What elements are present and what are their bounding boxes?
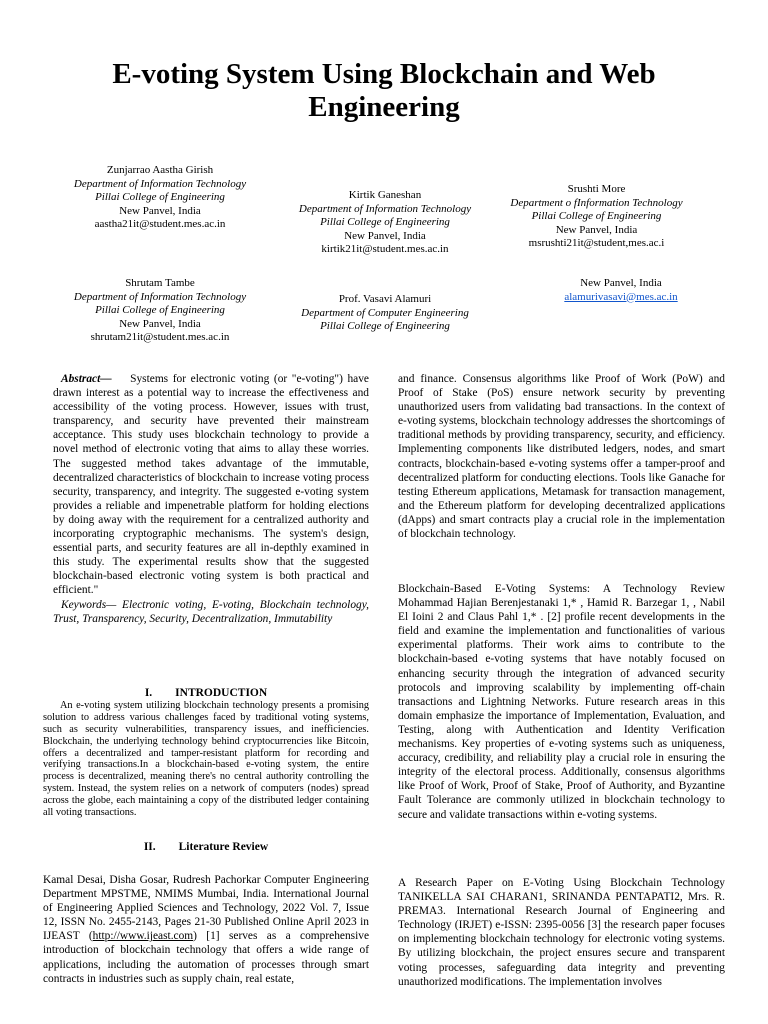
right-column bbox=[398, 372, 725, 541]
author-college: Pillai College of Engineering bbox=[95, 304, 225, 317]
author-department: Department o fInformation Technology bbox=[510, 196, 683, 209]
abstract bbox=[53, 372, 369, 598]
right-column-review-3 bbox=[398, 876, 725, 989]
section-title: INTRODUCTION bbox=[175, 687, 268, 699]
author-block bbox=[40, 164, 280, 232]
author-email: msrushti21it@student,mes.ac.i bbox=[528, 237, 665, 250]
author-department: Department of Computer Engineering bbox=[301, 306, 469, 319]
author-name: Zunjarrao Aastha Girish bbox=[106, 164, 214, 176]
section-number: I. bbox=[144, 687, 153, 699]
author-block bbox=[495, 183, 698, 251]
section-number: II. bbox=[143, 841, 156, 853]
author-block bbox=[40, 277, 280, 345]
section-heading bbox=[43, 688, 369, 700]
introduction-section bbox=[43, 688, 369, 819]
author-block bbox=[520, 277, 722, 304]
author-city: New Panvel, India bbox=[344, 229, 426, 242]
keywords: Keywords— Electronic voting, E-voting, Blockchain technology, Trust, Transparency, Security, Decentralization, Immutability bbox=[53, 598, 369, 625]
author-department: Department of Information Technology bbox=[73, 177, 247, 190]
author-college: Pillai College of Engineering bbox=[95, 191, 225, 204]
author-college: Pillai College of Engineering bbox=[320, 320, 450, 333]
author-college: Pillai College of Engineering bbox=[320, 216, 450, 229]
citation-text: ) [1] serves as a comprehensive introduction of blockchain technology that offers a wide range of applications, including the automation of processes through smart contracts in industries such as supply chain, real estate, bbox=[43, 930, 369, 985]
citation-text: Kamal Desai, Disha Gosar, Rudresh Pachorkar Computer Engineering Department MPSTME, NMIMS Mumbai, India. International Journal of Engineering Applied Sciences and Technology, 2022 Vol. 7, Issue 12, ISSN No. 2455-2143, Pages 21-30 Published Online April 2023 in IJEAST ( bbox=[43, 874, 369, 943]
author-department: Department of Information Technology bbox=[298, 202, 472, 215]
author-email: shrutam21it@student.mes.ac.in bbox=[90, 331, 230, 344]
author-city: New Panvel, India bbox=[119, 204, 201, 217]
author-city: New Panvel, India bbox=[580, 277, 662, 289]
right-column-review-2 bbox=[398, 582, 725, 822]
author-email: kirtik21it@student.mes.ac.in bbox=[321, 243, 449, 256]
paper-title: E-voting System Using Blockchain and Web Engineering bbox=[112, 58, 656, 123]
section-title: Literature Review bbox=[178, 841, 269, 853]
author-block bbox=[280, 293, 490, 334]
author-name: Srushti More bbox=[567, 183, 626, 195]
left-column bbox=[53, 372, 369, 626]
author-department: Department of Information Technology bbox=[73, 290, 247, 303]
author-email: aastha21it@student.mes.ac.in bbox=[94, 218, 226, 231]
author-college: Pillai College of Engineering bbox=[531, 210, 662, 223]
journal-link[interactable]: http://www.ijeast.com bbox=[92, 930, 194, 943]
author-email-link[interactable]: alamurivasavi@mes.ac.in bbox=[564, 290, 678, 303]
author-name: Prof. Vasavi Alamuri bbox=[338, 293, 432, 305]
literature-paragraph bbox=[43, 873, 369, 986]
paragraph: A Research Paper on E-Voting Using Blockchain Technology TANIKELLA SAI CHARAN1, SRINANDA PENTAPATI2, Mrs. R. PREMA3. International Research Journal of Engineering and Technology (IRJET) e-ISSN: 2395-0056 [3] the research paper focuses on implementing blockchain technology for electronic voting systems. By utilizing blockchain, the project ensures secure and transparent voting processes, safeguarding data integrity and preventing unauthorized modifications. The implementation involves bbox=[398, 877, 725, 988]
author-name: Shrutam Tambe bbox=[125, 277, 195, 289]
paragraph: and finance. Consensus algorithms like Proof of Work (PoW) and Proof of Stake (PoS) ensure network security by preventing unauthorized users from validating bad transactions. In the context of e-voting systems, blockchain technology addresses the shortcomings of traditional methods by providing transparency, security, and efficiency. Implementing components like distributed ledgers, nodes, and smart contracts, blockchain-based e-voting systems offer a tamper-proof and decentralized platform for conducting elections. Tools like Ganache for testing Ethereum applications, Metamask for transaction management, and the Ethereum platform for developing decentralized applications (dApps) and smart contracts play a crucial role in the implementation of blockchain technology. bbox=[398, 373, 725, 541]
abstract-text: Systems for electronic voting (or "e-voting") have drawn interest as a potential way to increase the effectiveness and accessibility of the voting process. However, issues with trust, transparency, and security have prevented their mainstream acceptance. This study uses blockchain technology to provide a novel method of electronic voting that aims to allay these worries. The suggested method takes advantage of the immutable, decentralized characteristics of blockchain to increase voting process security, transparency, and integrity. The suggested e-voting system provides a reliable and impenetrable platform for holding elections by doing away with the requirement for a centralized authority and incorporating cryptographic mechanisms. The system's design, essential parts, and security features are all in-depthly examined in this study. The experimental results show that the suggested blockchain-based electronic voting system is both practical and efficient." bbox=[53, 373, 369, 597]
literature-heading bbox=[43, 840, 369, 854]
paragraph: Blockchain-Based E-Voting Systems: A Technology Review Mohammad Hajian Berenjestanaki 1,* , Hamid R. Barzegar 1, , Nabil El Ioini 2 and Claus Pahl 1,* . [2] profile recent developments in the field and examine the implementation and functionalities of various experimental platforms. Their work aims to contribute to the blockchain-based e-voting systems that have notably focused on enhancing security through the integration of advanced security protocols and improving scalability by implementing off-chain transactions and Lightning Networks. Future research areas in this domain emphasize the importance of Implementation, Evaluation, and Testing, along with Authentication and Identity Verification mechanisms. Key properties of e-voting systems such as uniqueness, accuracy, credibility, and reliability play a crucial role in ensuring the integrity of the electoral process. Additionally, consensus algorithms like Proof of Work, Proof of Stake, Proof of Authority, and Byzantine Fault Tolerance are commonly utilized in blockchain technology to secure and validate transactions within e-voting systems. bbox=[398, 583, 725, 821]
author-city: New Panvel, India bbox=[119, 317, 201, 330]
author-block bbox=[280, 189, 490, 257]
intro-text: An e-voting system utilizing blockchain technology presents a promising solution to address various challenges faced by traditional voting systems, such as security vulnerabilities, transparency issues, and inefficiencies. Blockchain, the underlying technology behind cryptocurrencies like Bitcoin, offers a decentralized and tamper-resistant platform for recording and verifying transactions.In a blockchain-based e-voting system, the entire process is decentralized, meaning there's no central authority controlling the system. Instead, the system relies on a network of computers (nodes) spread across the globe, each maintaining a copy of the distributed ledger containing all voting transactions. bbox=[43, 699, 369, 819]
author-name: Kirtik Ganeshan bbox=[348, 189, 422, 201]
author-city: New Panvel, India bbox=[555, 223, 638, 236]
abstract-label: Abstract— bbox=[61, 373, 112, 385]
